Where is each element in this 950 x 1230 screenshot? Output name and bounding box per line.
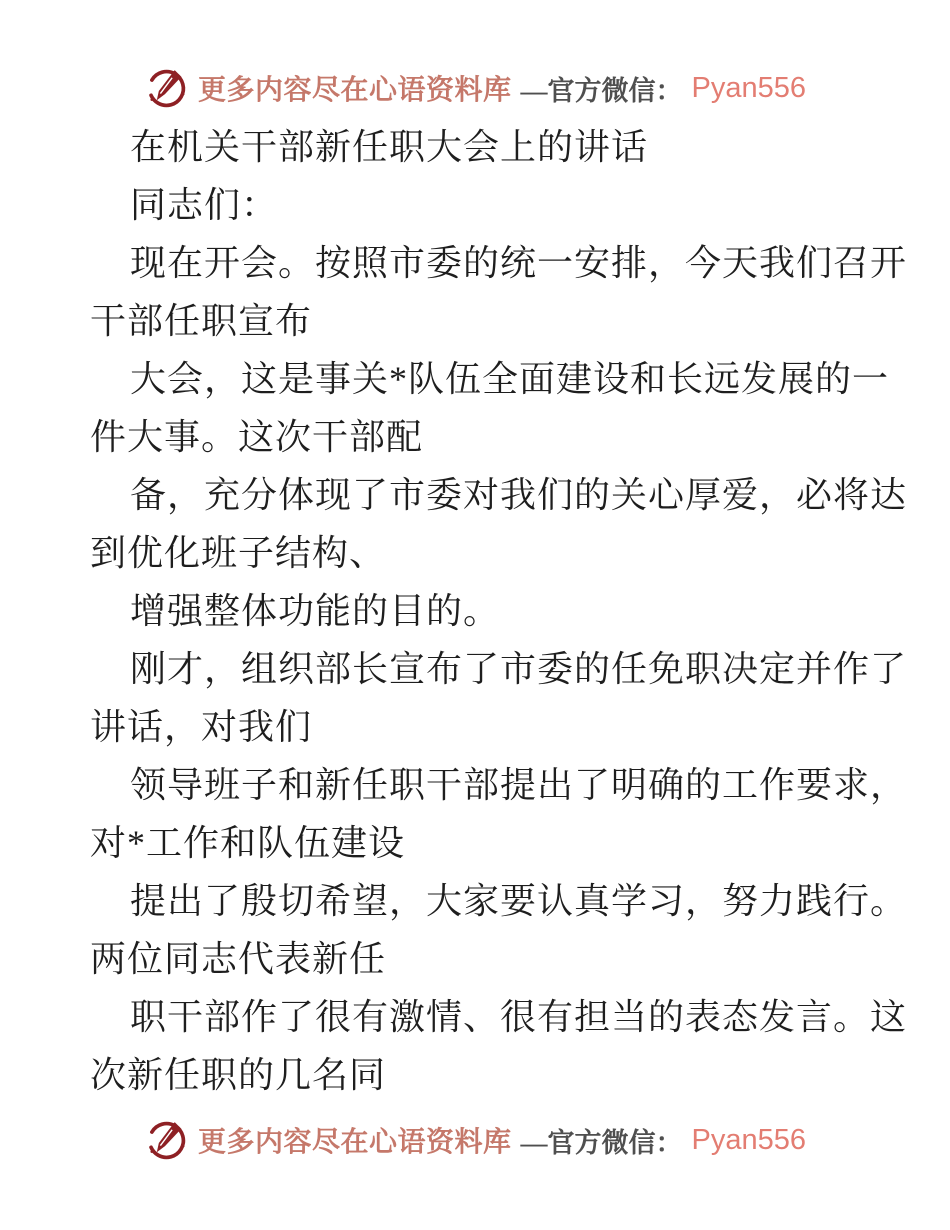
doc-line: 件大事。这次干部配 [90, 417, 424, 457]
doc-line: 提出了殷切希望，大家要认真学习，努力践行。 [130, 881, 908, 921]
pen-circle-logo-icon [144, 66, 189, 111]
doc-line: 备，充分体现了市委对我们的关心厚爱，必将达 [130, 475, 908, 515]
wechat-id: Pyan556 [691, 1123, 806, 1156]
doc-line: 大会，这是事关*队伍全面建设和长远发展的一 [130, 359, 890, 399]
brand-text: 更多内容尽在心语资料库 [197, 1127, 512, 1158]
wechat-label: —官方微信： [520, 75, 683, 106]
doc-line: 刚才，组织部长宣布了市委的任免职决定并作了 [130, 649, 908, 689]
doc-line: 到优化班子结构、 [90, 533, 387, 573]
doc-line: 讲话，对我们 [90, 707, 313, 747]
brand-text: 更多内容尽在心语资料库 [197, 75, 512, 106]
doc-line: 领导班子和新任职干部提出了明确的工作要求， [130, 765, 908, 805]
doc-line: 干部任职宣布 [90, 301, 313, 341]
doc-line: 同志们： [130, 185, 279, 225]
pen-circle-logo-icon [144, 1118, 189, 1163]
doc-line: 职干部作了很有激情、很有担当的表态发言。这 [130, 997, 908, 1037]
doc-line: 增强整体功能的目的。 [130, 591, 501, 631]
footer-watermark [0, 1116, 950, 1164]
wechat-label: —官方微信： [520, 1127, 683, 1158]
wechat-id: Pyan556 [691, 71, 806, 104]
document-body [0, 118, 950, 1104]
doc-line: 对*工作和队伍建设 [90, 823, 406, 863]
doc-line: 在机关干部新任职大会上的讲话 [130, 127, 649, 167]
doc-line: 次新任职的几名同 [90, 1055, 387, 1095]
doc-line: 现在开会。按照市委的统一安排，今天我们召开 [130, 243, 908, 283]
doc-line: 两位同志代表新任 [90, 939, 387, 979]
header-watermark [0, 64, 950, 112]
